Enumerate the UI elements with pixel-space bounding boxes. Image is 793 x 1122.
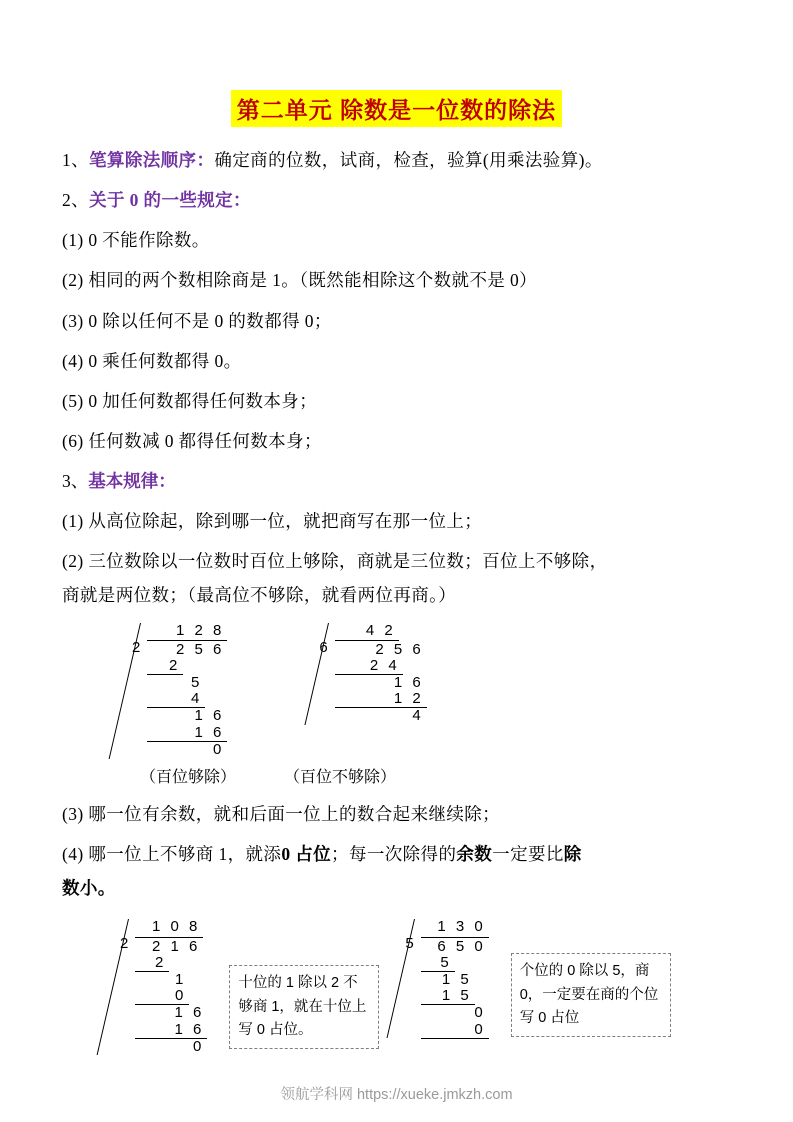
step-1-5: 1 6 (147, 725, 227, 742)
quotient-3: 1 0 8 (135, 919, 203, 937)
division-examples-row-1 (62, 623, 731, 759)
step-4-2: 1 5 (441, 970, 472, 988)
zero-rule-5: (5) 0 加任何数都得任何数本身； (62, 390, 318, 411)
step-2-3: 1 2 (335, 691, 427, 708)
step-3-5: 1 6 (135, 1022, 207, 1039)
zero-rule-6: (6) 任何数减 0 都得任何数本身； (62, 430, 322, 451)
rule-4-mid-2: 一定要比 (492, 844, 564, 865)
quotient-1: 1 2 8 (147, 623, 227, 641)
step-3-4: 1 6 (174, 1004, 205, 1022)
item-2-label: 关于 0 的一些规定： (89, 190, 251, 211)
rule-1: (1) 从高位除起，除到哪一位，就把商写在那一位上； (62, 511, 483, 532)
caption-2: （百位不够除） (284, 769, 397, 786)
division-bracket-1 (140, 623, 227, 759)
footer-watermark: 领航学科网 https://xueke.jmkzh.com (280, 1087, 513, 1103)
step-1-1: 2 (147, 658, 183, 675)
rule-4-bold-3: 除 (563, 844, 582, 865)
division-example-3 (120, 919, 207, 1055)
item-2 (62, 183, 731, 217)
step-1-6: 0 (213, 740, 225, 758)
zero-rule-3: (3) 0 除以任何不是 0 的数都得 0； (62, 310, 332, 331)
step-3-6: 0 (193, 1037, 205, 1055)
rule-4-bold-1: 0 占位 (281, 844, 332, 865)
rule-2b: 商就是两位数；（最高位不够除，就看两位再商。） (62, 585, 457, 606)
division-examples-row-2 (62, 919, 731, 1055)
step-1-3: 4 (147, 691, 205, 708)
step-2-2: 1 6 (393, 674, 424, 692)
division-example-1 (132, 623, 227, 759)
step-1-2: 5 (191, 674, 203, 692)
step-3-1: 2 (135, 955, 169, 972)
step-4-3: 1 5 (421, 988, 475, 1005)
item-1 (62, 143, 731, 177)
division-captions-row-1 (62, 764, 731, 787)
item-1-number: 1、 (62, 150, 90, 170)
step-2-4: 4 (412, 707, 424, 725)
page-title-wrap (62, 90, 731, 127)
divisor-2: 6 (319, 638, 328, 656)
step-4-1: 5 (421, 955, 455, 972)
rule-3: (3) 哪一位有余数，就和后面一位上的数合起来继续除； (62, 804, 501, 824)
division-bracket-4 (414, 919, 489, 1038)
page-title: 第二单元 除数是一位数的除法 (231, 90, 562, 127)
rule-4 (62, 837, 731, 871)
note-box-1: 十位的 1 除以 2 不够商 1，就在十位上写 0 占位。 (229, 965, 379, 1049)
step-2-1: 2 4 (335, 658, 403, 675)
quotient-4: 1 3 0 (421, 919, 489, 937)
rule-4-mid: ；每一次除得的 (331, 844, 457, 865)
zero-rule-2: (2) 相同的两个数相除商是 1。（既然能相除这个数就不是 0） (62, 270, 538, 291)
divisor-4: 5 (405, 935, 414, 953)
step-3-2: 1 (175, 970, 187, 988)
note-box-2: 个位的 0 除以 5，商 0，一定要在商的个位写 0 占位 (511, 953, 671, 1037)
dividend-2: 2 5 6 (375, 640, 424, 658)
step-1-4: 1 6 (194, 707, 225, 725)
division-example-4 (405, 919, 488, 1038)
section-3 (62, 464, 731, 498)
dividend-4: 6 5 0 (437, 937, 486, 955)
item-1-label: 笔算除法顺序： (89, 150, 215, 170)
division-example-2 (319, 623, 426, 725)
caption-1: （百位够除） (140, 769, 237, 786)
divisor-3: 2 (120, 935, 129, 953)
zero-rule-4: (4) 0 乘任何数都得 0。 (62, 350, 242, 371)
rule-4-tail: 数小。 (62, 878, 116, 899)
dividend-1: 2 5 6 (175, 640, 225, 658)
quotient-2: 4 2 (335, 623, 399, 641)
item-1-text: 确定商的位数，试商，检查，验算(用乘法验算)。 (214, 150, 603, 170)
section-3-label: 基本规律： (88, 471, 176, 491)
step-3-3: 0 (135, 988, 189, 1005)
division-bracket-2 (328, 623, 427, 725)
section-3-number: 3、 (62, 471, 89, 491)
step-4-4: 0 (474, 1004, 486, 1022)
rule-2a: (2) 三位数除以一位数时百位上够除，商就是三位数；百位上不够除， (62, 551, 608, 572)
division-bracket-3 (128, 919, 207, 1055)
dividend-3: 2 1 6 (151, 937, 201, 955)
rule-4-bold-2: 余数 (456, 844, 493, 865)
step-4-5: 0 (421, 1022, 489, 1039)
zero-rule-1: (1) 0 不能作除数。 (62, 230, 210, 251)
item-2-number: 2、 (62, 190, 90, 211)
rule-4-prefix: (4) 哪一位上不够商 1，就添 (62, 844, 282, 865)
divisor-1: 2 (132, 638, 141, 656)
